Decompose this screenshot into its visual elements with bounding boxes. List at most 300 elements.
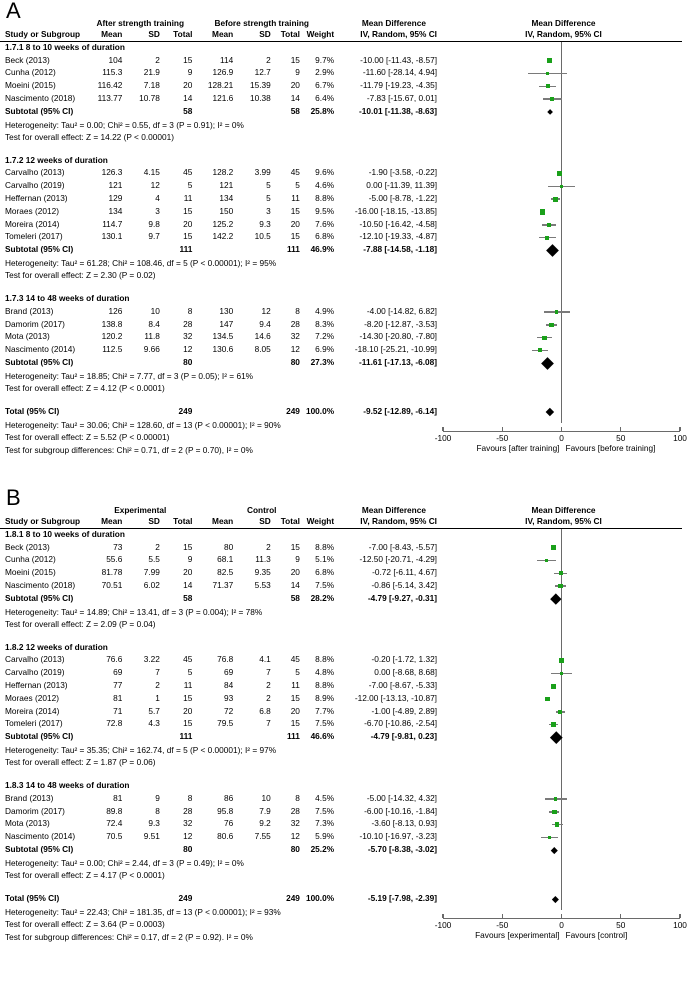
cell-total-1: 15 xyxy=(183,541,193,552)
cell-sd-2: 5.53 xyxy=(254,579,271,590)
cell-total-2: 8 xyxy=(295,792,300,803)
table-row xyxy=(5,654,439,667)
cell-weight: 8.8% xyxy=(315,654,335,665)
cell-mean-1: 76.6 xyxy=(106,654,123,665)
cell-weight: 100.0% xyxy=(305,405,335,416)
cell-study: Tomeleri (2017) xyxy=(5,231,63,242)
subgroup-differences-line: Test for subgroup differences: Chi² = 0.17, df = 2 (P = 0.92). I² = 0% xyxy=(5,931,253,942)
row-spacer xyxy=(5,395,439,406)
cell-mean-difference: -10.10 [-16.97, -3.23] xyxy=(359,831,437,842)
axis-tick xyxy=(679,914,680,918)
cell-mean-difference: -5.19 [-7.98, -2.39] xyxy=(367,892,437,903)
cell-weight: 7.6% xyxy=(315,218,335,229)
cell-study: Subtotal (95% CI) xyxy=(5,356,74,367)
plot-title: Mean Difference xyxy=(531,505,596,515)
effect-estimate-marker xyxy=(555,822,559,826)
cell-weight: 2.9% xyxy=(315,67,335,78)
cell-weight: 46.9% xyxy=(310,244,335,255)
cell-mean-1: 120.2 xyxy=(101,331,123,342)
subgroup-differences-line: Test for subgroup differences: Chi² = 0.71, df = 2 (P = 0.70), I² = 0% xyxy=(5,444,253,455)
cell-mean-2: 114 xyxy=(220,54,234,65)
cell-total-2: 20 xyxy=(290,218,300,229)
cell-study: Cunha (2012) xyxy=(5,554,56,565)
subgroup-heading: 1.7.3 14 to 48 weeks of duration xyxy=(5,292,130,303)
cell-mean-1: 55.6 xyxy=(106,554,123,565)
cell-total-2: 15 xyxy=(290,205,300,216)
cell-mean-difference: -9.52 [-12.89, -6.14] xyxy=(363,405,437,416)
cell-mean-2: 134.5 xyxy=(212,331,234,342)
cell-total-2: 20 xyxy=(290,705,300,716)
cell-mean-2: 76.8 xyxy=(217,654,234,665)
cell-mean-1: 81 xyxy=(113,692,123,703)
cell-study: Mota (2013) xyxy=(5,331,50,342)
cell-sd-1: 8.4 xyxy=(148,318,160,329)
cell-total-1: 12 xyxy=(183,344,193,355)
axis-tick-label: 0 xyxy=(559,919,564,930)
cell-weight: 7.2% xyxy=(315,331,335,342)
cell-total-2: 58 xyxy=(290,592,300,603)
cell-sd-2: 9.4 xyxy=(259,318,271,329)
cell-mean-difference: -3.60 [-8.13, 0.93] xyxy=(371,818,437,829)
header-group-1: Experimental xyxy=(114,505,167,515)
effect-estimate-marker xyxy=(559,658,564,663)
cell-mean-difference: -4.79 [-9.81, 0.23] xyxy=(370,731,437,742)
cell-total-1: 20 xyxy=(183,218,193,229)
header-mean-1: Mean xyxy=(101,516,123,526)
heterogeneity-line: Heterogeneity: Tau² = 14.89; Chi² = 13.41, df = 3 (P = 0.004); I² = 78% xyxy=(5,606,263,617)
cell-total-2: 32 xyxy=(290,818,300,829)
cell-total-2: 9 xyxy=(295,67,300,78)
effect-estimate-marker xyxy=(551,722,555,726)
cell-study: Nascimento (2018) xyxy=(5,579,76,590)
table-row xyxy=(5,818,439,831)
cell-total-2: 249 xyxy=(286,405,300,416)
overall-effect-line: Test for overall effect: Z = 4.12 (P < 0.0001) xyxy=(5,383,165,394)
cell-mean-1: 77 xyxy=(113,679,123,690)
cell-total-1: 111 xyxy=(179,244,193,255)
header-study: Study or Subgroup xyxy=(5,29,81,39)
cell-sd-2: 2 xyxy=(266,692,271,703)
table-row xyxy=(5,554,439,567)
header-total-1: Total xyxy=(173,516,193,526)
cell-weight: 7.7% xyxy=(315,705,335,716)
cell-total-2: 5 xyxy=(295,180,300,191)
cell-sd-1: 10 xyxy=(150,305,160,316)
cell-sd-1: 7 xyxy=(155,667,160,678)
cell-total-1: 20 xyxy=(183,567,193,578)
table-row xyxy=(5,806,439,819)
total-block xyxy=(5,893,439,943)
overall-effect-line: Test for overall effect: Z = 1.87 (P = 0.06) xyxy=(5,757,156,768)
cell-weight: 6.9% xyxy=(315,344,335,355)
effect-estimate-marker xyxy=(542,336,546,340)
axis-tick xyxy=(442,427,443,431)
cell-sd-1: 4 xyxy=(155,192,160,203)
cell-mean-difference: -11.79 [-19.23, -4.35] xyxy=(360,80,437,91)
cell-mean-difference: -12.00 [-13.13, -10.87] xyxy=(354,692,437,703)
table-row xyxy=(5,667,439,680)
cell-sd-2: 2 xyxy=(266,679,271,690)
cell-total-1: 14 xyxy=(183,92,193,103)
cell-mean-1: 129 xyxy=(108,192,123,203)
cell-total-2: 28 xyxy=(290,805,300,816)
cell-mean-2: 82.5 xyxy=(217,567,234,578)
cell-sd-2: 12.7 xyxy=(254,67,271,78)
table-row xyxy=(5,331,439,344)
header-effect: Mean Difference xyxy=(361,18,426,28)
effect-estimate-marker xyxy=(538,348,542,352)
cell-mean-2: 150 xyxy=(219,205,234,216)
cell-study: Beck (2013) xyxy=(5,54,50,65)
total-block xyxy=(5,406,439,456)
cell-weight: 5.1% xyxy=(315,554,335,565)
cell-study: Total (95% CI) xyxy=(5,405,60,416)
cell-total-2: 20 xyxy=(290,80,300,91)
axis-tick xyxy=(620,914,621,918)
effect-estimate-marker xyxy=(558,584,562,588)
cell-sd-2: 10.38 xyxy=(250,92,271,103)
cell-total-2: 28 xyxy=(290,318,300,329)
cell-mean-difference: -5.70 [-8.38, -3.02] xyxy=(367,843,437,854)
cell-study: Carvalho (2019) xyxy=(5,180,65,191)
heterogeneity-line: Heterogeneity: Tau² = 61.28; Chi² = 108.46, df = 5 (P < 0.00001); I² = 95% xyxy=(5,257,277,268)
effect-estimate-marker xyxy=(545,559,548,562)
subtotal-row xyxy=(5,593,439,606)
cell-mean-2: 80.6 xyxy=(217,831,234,842)
cell-mean-difference: -7.83 [-15.67, 0.01] xyxy=(366,92,437,103)
table-row xyxy=(5,55,439,68)
cell-sd-2: 5 xyxy=(266,180,271,191)
cell-mean-1: 72.4 xyxy=(106,818,123,829)
row-spacer xyxy=(5,144,439,155)
cell-sd-2: 10 xyxy=(261,792,271,803)
cell-weight: 5.9% xyxy=(315,831,335,842)
cell-sd-2: 7.55 xyxy=(254,831,271,842)
header-effect: Mean Difference xyxy=(361,505,426,515)
cell-mean-1: 115.3 xyxy=(102,67,123,78)
cell-sd-2: 4.1 xyxy=(259,654,271,665)
header-mean-2: Mean xyxy=(212,516,234,526)
cell-total-1: 9 xyxy=(187,554,193,565)
cell-weight: 4.9% xyxy=(315,305,335,316)
total-heterogeneity-line: Heterogeneity: Tau² = 30.06; Chi² = 128.60, df = 13 (P < 0.00001); I² = 90% xyxy=(5,419,281,430)
cell-mean-difference: -5.00 [-8.78, -1.22] xyxy=(368,192,437,203)
cell-study: Carvalho (2019) xyxy=(5,667,65,678)
cell-sd-2: 6.8 xyxy=(259,705,271,716)
cell-mean-1: 134 xyxy=(108,205,123,216)
cell-weight: 8.8% xyxy=(315,679,335,690)
cell-total-1: 15 xyxy=(183,718,193,729)
cell-weight: 28.2% xyxy=(310,592,335,603)
cell-weight: 9.6% xyxy=(315,167,335,178)
cell-sd-2: 7 xyxy=(266,667,271,678)
table-row xyxy=(5,344,439,357)
cell-study: Moreira (2014) xyxy=(5,218,60,229)
forest-table xyxy=(5,18,439,42)
effect-estimate-marker xyxy=(554,797,557,800)
cell-weight: 7.5% xyxy=(315,805,335,816)
total-diamond-marker xyxy=(546,408,554,416)
table-row xyxy=(5,180,439,193)
axis-tick-label: 100 xyxy=(673,432,687,443)
cell-study: Damorim (2017) xyxy=(5,805,65,816)
table-row xyxy=(5,706,439,719)
cell-mean-difference: -4.00 [-14.82, 6.82] xyxy=(366,305,437,316)
cell-total-1: 32 xyxy=(183,331,193,342)
cell-sd-1: 10.78 xyxy=(139,92,160,103)
cell-mean-2: 126.9 xyxy=(212,67,234,78)
cell-mean-2: 71.37 xyxy=(212,579,234,590)
cell-study: Moraes (2012) xyxy=(5,205,59,216)
effect-estimate-marker xyxy=(545,236,549,240)
header-sd-2: SD xyxy=(259,29,271,39)
cell-mean-1: 70.51 xyxy=(101,579,123,590)
plot-title: Mean Difference xyxy=(531,18,596,28)
cell-weight: 6.8% xyxy=(315,231,335,242)
cell-total-2: 12 xyxy=(290,831,300,842)
cell-total-2: 15 xyxy=(290,692,300,703)
cell-total-2: 12 xyxy=(290,344,300,355)
cell-weight: 8.8% xyxy=(315,192,335,203)
cell-weight: 25.8% xyxy=(310,105,335,116)
cell-mean-difference: -12.10 [-19.33, -4.87] xyxy=(359,231,437,242)
cell-mean-difference: -0.20 [-1.72, 1.32] xyxy=(371,654,437,665)
cell-total-1: 20 xyxy=(183,705,193,716)
cell-sd-2: 7 xyxy=(266,718,271,729)
table-row xyxy=(5,793,439,806)
cell-mean-difference: -1.90 [-3.58, -0.22] xyxy=(368,167,437,178)
cell-mean-difference: -4.79 [-9.27, -0.31] xyxy=(367,592,437,603)
cell-total-2: 80 xyxy=(290,356,300,367)
cell-total-2: 80 xyxy=(290,843,300,854)
header-total-2: Total xyxy=(280,29,300,39)
cell-study: Nascimento (2018) xyxy=(5,92,76,103)
forest-table-body xyxy=(5,42,439,456)
cell-total-1: 5 xyxy=(187,667,193,678)
subtotal-row xyxy=(5,893,439,906)
favours-right-label: Favours [control] xyxy=(565,929,628,940)
cell-mean-difference: -18.10 [-25.21, -10.99] xyxy=(354,344,437,355)
cell-study: Carvalho (2013) xyxy=(5,167,65,178)
table-row xyxy=(5,831,439,844)
forest-table xyxy=(5,505,439,529)
cell-sd-2: 15.39 xyxy=(250,80,271,91)
cell-sd-1: 5.5 xyxy=(148,554,160,565)
cell-mean-difference: -10.01 [-11.38, -8.63] xyxy=(359,105,437,116)
cell-total-2: 15 xyxy=(290,231,300,242)
cell-sd-2: 9.2 xyxy=(259,818,271,829)
axis-tick-label: -100 xyxy=(434,432,452,443)
cell-mean-difference: -14.30 [-20.80, -7.80] xyxy=(359,331,437,342)
cell-study: Moraes (2012) xyxy=(5,692,59,703)
cell-sd-1: 8 xyxy=(155,805,160,816)
cell-sd-1: 6.02 xyxy=(143,579,160,590)
cell-sd-1: 2 xyxy=(155,541,160,552)
effect-estimate-marker xyxy=(560,672,563,675)
plot-subtitle: IV, Random, 95% CI xyxy=(525,516,602,526)
cell-sd-1: 4.3 xyxy=(148,718,160,729)
cell-total-2: 14 xyxy=(290,92,300,103)
cell-mean-2: 125.2 xyxy=(212,218,234,229)
cell-weight: 6.8% xyxy=(315,567,335,578)
cell-weight: 8.9% xyxy=(315,692,335,703)
cell-mean-difference: -8.20 [-12.87, -3.53] xyxy=(364,318,437,329)
header-group-1: After strength training xyxy=(96,18,185,28)
cell-mean-difference: -6.00 [-10.16, -1.84] xyxy=(364,805,437,816)
heterogeneity-line: Heterogeneity: Tau² = 35.35; Chi² = 162.74, df = 5 (P < 0.00001); I² = 97% xyxy=(5,744,277,755)
cell-total-1: 45 xyxy=(183,167,193,178)
cell-study: Moeini (2015) xyxy=(5,567,56,578)
row-spacer xyxy=(5,631,439,642)
cell-sd-1: 2 xyxy=(155,54,160,65)
table-row xyxy=(5,542,439,555)
cell-total-1: 15 xyxy=(183,692,193,703)
heterogeneity-line: Heterogeneity: Tau² = 18.85; Chi² = 7.77, df = 3 (P = 0.05); I² = 61% xyxy=(5,370,254,381)
table-row xyxy=(5,306,439,319)
cell-sd-1: 21.9 xyxy=(143,67,160,78)
cell-mean-1: 121 xyxy=(108,180,123,191)
cell-sd-1: 9 xyxy=(155,792,160,803)
cell-mean-1: 73 xyxy=(113,541,123,552)
cell-mean-2: 86 xyxy=(224,792,234,803)
cell-total-2: 15 xyxy=(290,541,300,552)
cell-mean-difference: -6.70 [-10.86, -2.54] xyxy=(364,718,437,729)
table-row xyxy=(5,231,439,244)
table-row xyxy=(5,680,439,693)
axis-tick xyxy=(620,427,621,431)
cell-total-1: 32 xyxy=(183,818,193,829)
cell-sd-2: 3 xyxy=(266,205,271,216)
cell-sd-1: 12 xyxy=(150,180,160,191)
cell-sd-1: 11.8 xyxy=(144,331,160,342)
cell-mean-2: 84 xyxy=(224,679,234,690)
subtotal-row xyxy=(5,106,439,119)
cell-sd-1: 1 xyxy=(155,692,160,703)
cell-total-1: 111 xyxy=(179,731,193,742)
cell-mean-2: 95.8 xyxy=(217,805,234,816)
cell-total-2: 249 xyxy=(286,892,300,903)
cell-weight: 7.5% xyxy=(315,718,335,729)
cell-sd-2: 11.3 xyxy=(255,554,271,565)
cell-study: Nascimento (2014) xyxy=(5,344,76,355)
cell-weight: 4.5% xyxy=(315,792,335,803)
row-spacer xyxy=(5,769,439,780)
row-spacer xyxy=(5,882,439,893)
subgroup-heading: 1.8.1 8 to 10 weeks of duration xyxy=(5,528,125,539)
header-sd-1: SD xyxy=(148,516,160,526)
cell-mean-difference: -1.00 [-4.89, 2.89] xyxy=(371,705,437,716)
cell-sd-2: 2 xyxy=(266,54,271,65)
cell-total-1: 12 xyxy=(183,831,193,842)
cell-mean-1: 69 xyxy=(113,667,123,678)
cell-mean-difference: 0.00 [-11.39, 11.39] xyxy=(366,180,437,191)
table-row xyxy=(5,580,439,593)
header-group-2: Before strength training xyxy=(214,18,309,28)
axis-tick-label: 50 xyxy=(616,919,626,930)
axis-tick-label: 0 xyxy=(559,432,564,443)
cell-sd-2: 9.3 xyxy=(259,218,271,229)
cell-weight: 4.6% xyxy=(315,180,335,191)
cell-study: Moreira (2014) xyxy=(5,705,60,716)
cell-mean-1: 138.8 xyxy=(101,318,123,329)
table-row xyxy=(5,693,439,706)
cell-study: Nascimento (2014) xyxy=(5,831,76,842)
cell-mean-1: 126 xyxy=(108,305,123,316)
effect-estimate-marker xyxy=(546,84,550,88)
plot-subtitle: IV, Random, 95% CI xyxy=(525,29,602,39)
effect-estimate-marker xyxy=(558,710,562,714)
table-row xyxy=(5,67,439,80)
cell-sd-1: 4.15 xyxy=(143,167,160,178)
cell-mean-difference: -10.00 [-11.43, -8.57] xyxy=(360,54,437,65)
cell-mean-2: 130.6 xyxy=(212,344,234,355)
cell-mean-2: 134 xyxy=(219,192,234,203)
header-mean-2: Mean xyxy=(212,29,234,39)
cell-weight: 6.4% xyxy=(315,92,335,103)
subtotal-row xyxy=(5,731,439,744)
cell-mean-2: 69 xyxy=(224,667,234,678)
cell-weight: 8.8% xyxy=(315,541,335,552)
forest-table-body xyxy=(5,529,439,943)
cell-total-1: 28 xyxy=(183,318,193,329)
cell-sd-1: 7.18 xyxy=(143,80,160,91)
cell-study: Total (95% CI) xyxy=(5,892,60,903)
cell-mean-1: 113.77 xyxy=(97,92,123,103)
cell-sd-2: 12 xyxy=(261,305,271,316)
effect-estimate-marker xyxy=(548,836,552,840)
cell-total-2: 14 xyxy=(290,579,300,590)
plot-canvas xyxy=(440,0,687,483)
cell-total-1: 15 xyxy=(183,205,193,216)
effect-estimate-marker xyxy=(547,58,552,63)
effect-estimate-marker xyxy=(552,810,556,814)
effect-estimate-marker xyxy=(557,171,562,176)
overall-effect-line: Test for overall effect: Z = 4.17 (P < 0.0001) xyxy=(5,870,165,881)
cell-mean-2: 147 xyxy=(219,318,234,329)
cell-sd-1: 3 xyxy=(155,205,160,216)
cell-weight: 46.6% xyxy=(310,731,335,742)
cell-study: Beck (2013) xyxy=(5,541,50,552)
effect-estimate-marker xyxy=(555,310,558,313)
cell-study: Subtotal (95% CI) xyxy=(5,843,74,854)
cell-total-2: 5 xyxy=(295,667,300,678)
cell-mean-1: 114.7 xyxy=(102,218,123,229)
header-total-2: Total xyxy=(280,516,300,526)
subtotal-row xyxy=(5,244,439,257)
cell-study: Brand (2013) xyxy=(5,305,54,316)
axis-tick xyxy=(561,914,562,918)
cell-weight: 25.2% xyxy=(310,843,335,854)
header-effect-sub: IV, Random, 95% CI xyxy=(360,29,437,39)
cell-weight: 7.3% xyxy=(315,818,335,829)
cell-mean-2: 79.5 xyxy=(217,718,234,729)
cell-mean-1: 116.42 xyxy=(97,80,123,91)
cell-mean-2: 76 xyxy=(224,818,234,829)
table-row xyxy=(5,718,439,731)
axis-tick xyxy=(502,914,503,918)
panel-letter: B xyxy=(6,485,21,510)
cell-sd-1: 9.8 xyxy=(148,218,160,229)
subgroup-heading: 1.7.2 12 weeks of duration xyxy=(5,154,108,165)
cell-sd-1: 3.22 xyxy=(143,654,160,665)
cell-mean-difference: -16.00 [-18.15, -13.85] xyxy=(354,205,437,216)
cell-sd-2: 5 xyxy=(266,192,271,203)
subtotal-diamond-marker xyxy=(550,594,561,605)
header-mean-1: Mean xyxy=(101,29,123,39)
overall-effect-line: Test for overall effect: Z = 2.09 (P = 0.04) xyxy=(5,619,156,630)
cell-total-2: 32 xyxy=(290,331,300,342)
axis-tick xyxy=(442,914,443,918)
